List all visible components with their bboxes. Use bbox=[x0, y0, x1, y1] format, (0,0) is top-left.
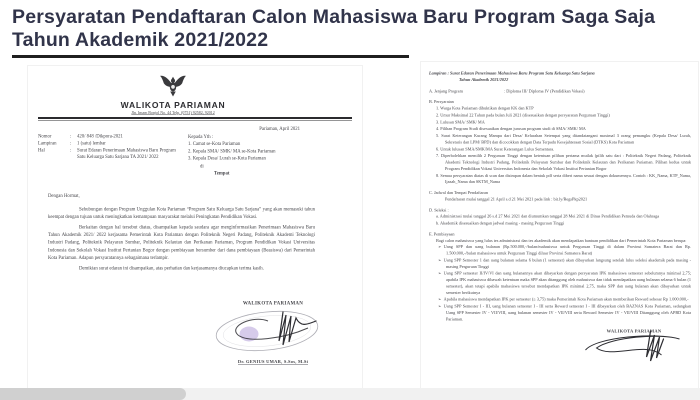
letter-paragraph: Berkaitan dengan hal tersebut diatas, disampaikan kepada saudara agar menginformasikan Penerimaan Mahasiswa Baru Tahun Akademik 2021/ 2022 kerjasama Pemerintah Kota Pariaman dengan Politeknik Negeri Padang, Politeknik Akademi Teknologi Industri Padang, Politeknik Pelayaran Sumbar, Politeknik Kelautan dan Perikanan Pariaman, Program Pendidikan Vokasi Universitas Indonesia dan Sekolah Vokasi Institut Pertanian Bogor dengan pembiayaan bersumber dari dana pembiayaan (Beasiswa) dari Pemerintah Kota Pariaman. Adapun persyaratannya sebagaimana terlampir. bbox=[48, 225, 315, 261]
letter-date: Pariaman, April 2021 bbox=[259, 126, 300, 132]
meta-row-lampiran: Lampiran : 1 (satu) lembar bbox=[38, 140, 106, 146]
bottom-progress-bar[interactable] bbox=[0, 388, 700, 400]
section-e-intro: Bagi calon mahasiswa yang lulus tes administrasi dan tes akademik akan mendapatkan bantuan pendidikan dari Pemerintah Kota Pariaman berupa: bbox=[436, 237, 687, 243]
letter-meta bbox=[38, 134, 188, 178]
requirement-item: 3. Lulusan SMA/ SMK/ MA bbox=[436, 119, 485, 125]
attachment-header-title: Surat Edaran Penerimaan Mahasiswa Baru Program Satu Keluarga Satu Sarjana bbox=[450, 70, 595, 76]
section-c-body: Pendaftaran mulai tanggal 21 April s.d 21 Mei 2021 pada link : bit.ly/RegsPkp2021 bbox=[445, 196, 588, 202]
funding-item: ➢ Uang SPP Semester 1 dan uang bulanan selama 6 bulan (1 semester) akan dibayarkan langsung setelah lulus seleksi akademik pada masing - masing Perguruan Tinggi bbox=[438, 257, 691, 270]
funding-item: ➢ Uang SPP dan uang bulanan (Rp.500.000,-/bulan/mahasiswa untuk Perguruan Tinggi di dalam Provinsi Sumatera Barat dan Rp. 1.500.000,-/bulan mahasiswa untuk Perguruan Tinggi diluar Provinsi Sumatera Barat) bbox=[438, 244, 691, 257]
letterhead-rule bbox=[38, 117, 352, 121]
selection-item: a. Administrasi mulai tanggal 26 s.d 27 Mei 2021 dan diumumkan tanggal 28 Mei 2021 di Dinas Pendidikan Pemuda dan Olahraga bbox=[436, 213, 660, 219]
requirement-item: 8. Semua persyaratan diatas di scan dan disimpan dalam bentuk pdf serta diberi nama sesuai dengan dokumennya. Contoh : KK_Nama, KTP_Nama, Ijazah_Nama dan SKTM_Nama bbox=[436, 172, 691, 185]
signature-title: WALIKOTA PARIAMAN bbox=[606, 328, 662, 334]
requirement-item: 2. Umur Maksimal 22 Tahun pada bulan Juli 2021 (disesuaikan dengan persyaratan Perguruan Tinggi) bbox=[436, 112, 610, 118]
section-a: A. Jenjang Program : Diploma III/ Diploma IV (Pendidikan Vokasi) bbox=[429, 88, 585, 94]
requirement-item: 1. Warga Kota Pariaman dibuktikan dengan KK dan KTP bbox=[436, 105, 534, 111]
requirement-item: 5. Surat Keterangan Kurang Mampu dari Desa/ Kelurahan Setempat yang ditandatangani maximal 3 orang pemangku (Kepala Desa/ Lurah, Sekretaris dan LPM/ BPD) dan dicocokkan dengan Data Terpadu Kesejahteraan Sosial (DTKS) Kota Pariaman bbox=[436, 133, 691, 145]
attachment-page-scan bbox=[421, 62, 698, 394]
meta-row-nomor: Nomor : 420/ 848 /Dikpora-2021 bbox=[38, 134, 123, 139]
attachment-header-label: Lampiran : bbox=[429, 70, 449, 76]
section-b-list bbox=[436, 105, 691, 185]
section-c-title: C. Jadwal dan Tempat Pendaftaran bbox=[429, 190, 488, 195]
requirement-item: 7. Diperbolehkan memilih 2 Perguruan Tinggi dengan ketentuan pilihan pertama mutlak (pilih satu dari : Politeknik Negeri Padang, Politeknik Akademi Teknologi Industri Padang, Politeknik Pelayaran Sumbar dan Politeknik Kelautan dan Perikanan Pariaman. Pilihan kedua untuk Program Pendidikan Vokasi Universitas Indonesia dan Sekolah Vokasi Institut Pertanian Bogor bbox=[436, 153, 691, 171]
section-d-list bbox=[436, 213, 691, 226]
recipient-item: 2. Kepala SMA/ SMK/ MA se-Kota Pariaman bbox=[188, 148, 276, 154]
requirement-item: 4. Pilihan Program Studi disesuaikan dengan jurusan program studi di SMA/ SMK/ MA bbox=[436, 126, 586, 132]
recipient-heading: Kepada Yth : bbox=[188, 134, 214, 140]
bottom-progress-fill bbox=[0, 388, 186, 400]
salutation: Dengan Hormat, bbox=[48, 193, 80, 199]
letterhead bbox=[38, 74, 308, 115]
selection-item: b. Akademik disesuaikan dengan jadwal masing - masing Perguruan Tinggi bbox=[436, 220, 565, 226]
signature-name: Dr. GENIUS UMAR, S.Sos, M.Si bbox=[237, 359, 309, 365]
requirement-item: 6. Untuk lulusan SMA/SMK/MA Surat Keterangan Lulus Sementara. bbox=[436, 146, 555, 152]
letterhead-office: WALIKOTA PARIAMAN bbox=[120, 100, 226, 110]
meta-row-hal: Hal : Surat Edaran Penerimaan Mahasiswa Baru Program Satu Keluarga Satu Sarjana TA 2021/ 2022 bbox=[38, 147, 176, 160]
section-b-title: B. Persyaratan bbox=[429, 99, 454, 105]
section-e-list bbox=[438, 244, 691, 323]
letter-recipients bbox=[188, 134, 352, 178]
article-headline: Persyaratan Pendaftaran Calon Mahasiswa Baru Program Saga Saja Tahun Akademik 2021/2022 bbox=[12, 6, 656, 52]
recipient-item: 3. Kepala Desa/ Lurah se-Kota Pariaman bbox=[188, 155, 266, 161]
headline-underline bbox=[12, 55, 409, 58]
recipient-di: di bbox=[200, 164, 204, 169]
letter-paragraph: Demikian surat edaran ini disampaikan, atas perhatian dan kerjasamanya diucapkan terima kasih. bbox=[79, 266, 264, 271]
stamp-and-signature-icon bbox=[208, 306, 338, 354]
recipient-place: Tempat bbox=[214, 171, 230, 177]
attachment-header-line2: Tahun Akademik 2021/2022 bbox=[459, 76, 509, 82]
letter-body bbox=[48, 192, 315, 272]
funding-item: ➢ Apabila mahasiswa mendapatkan IPK per semester (≥ 3,75) maka Pemerintah Kota Pariaman akan memberikan Reward sebesar Rp 1.000.000,- bbox=[438, 296, 691, 302]
letterhead-address: Jln. Imam Bonjol No. 44 Telp. (0751) 92582, 92012 bbox=[131, 110, 215, 115]
letter-signature-block bbox=[203, 301, 343, 366]
funding-item: ➢ Uang SPP Semester I - III, uang bulanan semester I - III serta Reward semester I - III dibayarkan oleh BAZNAS Kota Pariaman, sedangkan Uang SPP Semester IV - VII/VIII, uang bulanan semester IV - VII/VIII serta Reward Semester IV - VII/VIII Ditanggung oleh APBD Kota Pariaman. bbox=[438, 303, 691, 322]
recipient-item: 1. Camat se-Kota Pariaman bbox=[188, 141, 241, 147]
letter-paragraph: Sehubungan dengan Program Unggulan Kota Pariaman “Program Satu Keluarga Satu Sarjana” yang akan memasuki tahun keempat dengan tujuan untuk meningkatkan kemampuan masyarakat melalui Peningkatan Pendidikan Vokasi. bbox=[48, 206, 315, 220]
signature-scribble-icon bbox=[582, 328, 687, 364]
section-e-title: E. Pembiayaan bbox=[429, 231, 455, 237]
funding-item: ➢ Uang SPP semester II/IV/VI dan uang bulanannya akan dibayarkan dengan persyaratan IPK mahasiswa semester sebelumnya minimal 2,75; apabila IPK mahasiswa dibawah ketentuan maka SPP akan ditanggung oleh mahasiswa dan tidak mendapatkan uang bulanan selama 6 bulan (1 semester), akan tetapi apabila mahasiswa tersebut mendapatkan IPK minimal 2,75, maka SPP dan uang bulanan akan dibayarkan untuk semester berikutnya bbox=[438, 270, 691, 296]
letter-page-scan bbox=[28, 66, 362, 400]
garuda-emblem-icon bbox=[159, 74, 187, 97]
signature-title: WALIKOTA PARIAMAN bbox=[242, 300, 304, 307]
attachment-signature-block bbox=[579, 328, 689, 366]
section-d-title: D. Seleksi : bbox=[429, 207, 449, 213]
